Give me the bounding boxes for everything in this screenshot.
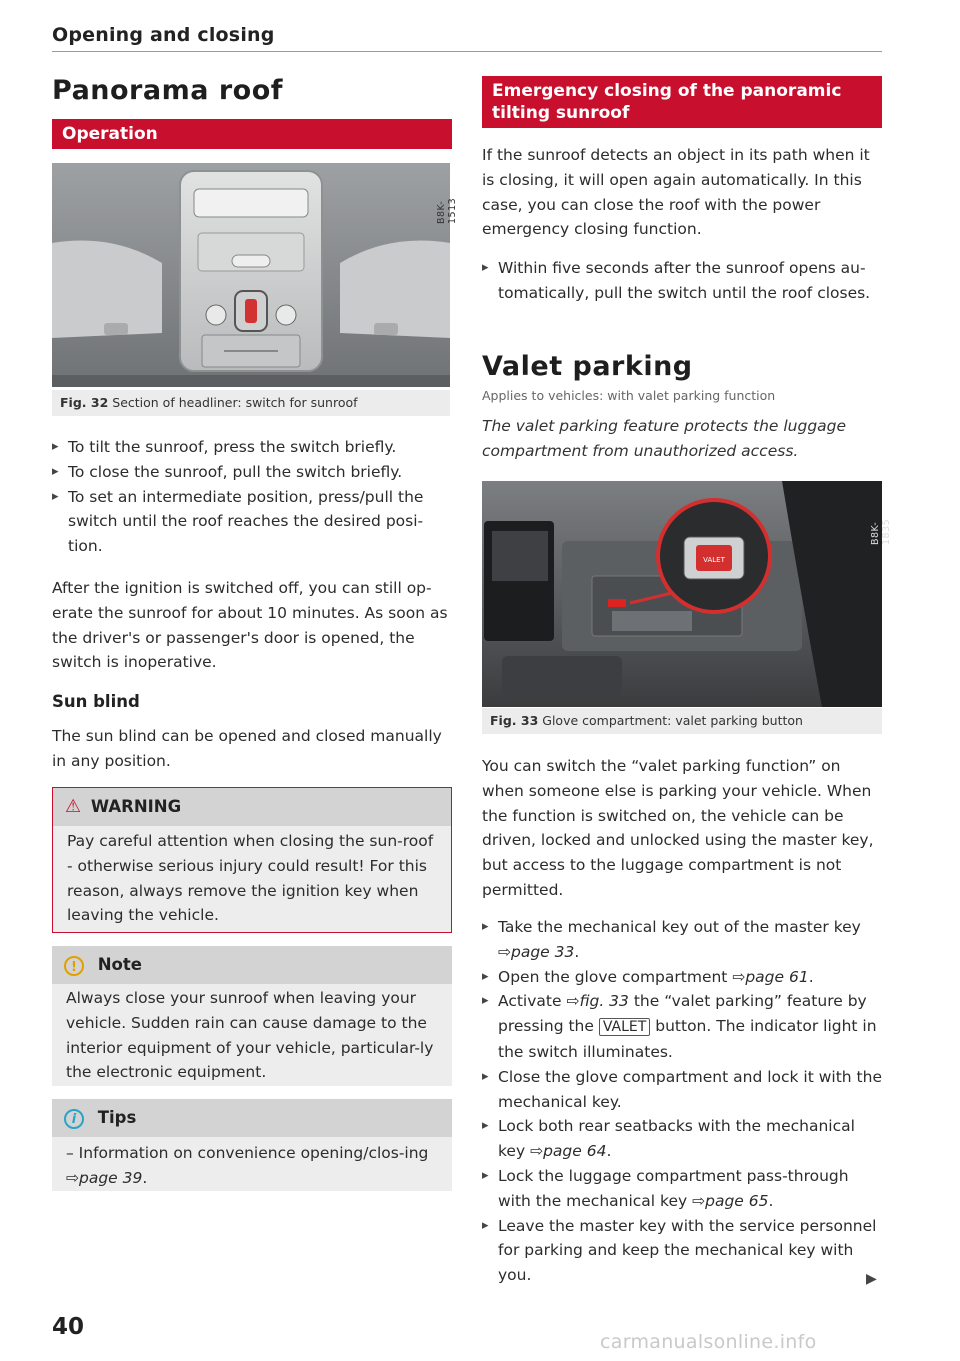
note-box xyxy=(52,946,452,1086)
warning-title: WARNING xyxy=(90,797,182,816)
operation-heading-bar: Operation xyxy=(52,119,452,149)
arrow-ref-icon: ⇨ xyxy=(530,1142,544,1161)
step-text: Leave the master key with the service personnel for parking and keep the mechanical key with you. xyxy=(498,1216,877,1285)
step-page-ref[interactable]: page 33 xyxy=(511,942,575,961)
note-text: Always close your sunroof when leaving your vehicle. Sudden rain can cause damage to the interior equipment of your vehicle, particular-ly the electronic equipment. xyxy=(66,989,434,1082)
glove-compartment-illustration xyxy=(482,481,882,707)
figure-32-number: Fig. 32 xyxy=(60,395,109,410)
warning-triangle-icon: ⚠ xyxy=(65,796,82,817)
tips-title: Tips xyxy=(97,1108,137,1127)
list-item xyxy=(482,1114,884,1164)
continued-arrow-icon: ▶ xyxy=(866,1271,877,1287)
sun-blind-heading: Sun blind xyxy=(52,692,140,711)
figure-33-caption xyxy=(482,708,882,734)
arrow-ref-icon: ⇨ xyxy=(732,967,746,986)
step-text: . xyxy=(808,967,814,986)
headliner-illustration xyxy=(52,163,450,387)
list-item xyxy=(482,965,884,990)
arrow-ref-icon: ⇨ xyxy=(66,1168,79,1187)
list-item xyxy=(482,1065,884,1115)
step-text: Open the glove compartment xyxy=(498,967,728,986)
step-text: button. The indicator light in the switch illuminates. xyxy=(498,1017,877,1061)
step-text: . xyxy=(768,1191,774,1210)
figure-32-caption xyxy=(52,390,450,416)
list-item xyxy=(482,915,884,965)
step-figure-ref[interactable]: fig. 33 xyxy=(579,992,629,1011)
panorama-roof-title: Panorama roof xyxy=(52,75,284,106)
header-rule xyxy=(52,51,882,52)
arrow-ref-icon: ⇨ xyxy=(498,942,511,961)
sun-blind-paragraph: The sun blind can be opened and closed manually in any position. xyxy=(52,727,442,770)
emergency-steps-list xyxy=(482,256,882,306)
page-number: 40 xyxy=(52,1314,85,1340)
step-page-ref[interactable]: page 61 xyxy=(745,967,809,986)
tips-text-suffix: . xyxy=(142,1168,148,1187)
emergency-closing-heading-bar: Emergency closing of the panoramic tilting sunroof xyxy=(482,76,882,128)
tips-info-icon: i xyxy=(64,1109,84,1129)
valet-steps-list xyxy=(482,915,884,1288)
warning-box xyxy=(52,787,452,933)
arrow-ref-icon: ⇨ xyxy=(566,992,580,1011)
figure-33-image xyxy=(482,481,882,707)
step-text: Lock both rear seatbacks with the mechanical key xyxy=(498,1117,855,1161)
list-item xyxy=(482,989,884,1064)
tips-page-ref[interactable]: page 39 xyxy=(79,1168,143,1187)
valet-key-label: VALET xyxy=(599,1018,650,1036)
step-page-ref[interactable]: page 65 xyxy=(705,1191,769,1210)
figure-33-code: B8K-1835 xyxy=(870,518,892,545)
emergency-paragraph: If the sunroof detects an object in its path when it is closing, it will open again automatically. In this case, you can close the roof with the power emergency closing function. xyxy=(482,146,870,239)
note-header xyxy=(52,946,452,984)
figure-32-caption-text: Section of headliner: switch for sunroof xyxy=(112,395,358,410)
ignition-paragraph: After the ignition is switched off, you can still op-erate the sunroof for about 10 minutes. As soon as the driver's or passenger's door is opened, the switch is inoperative. xyxy=(52,579,448,672)
list-item xyxy=(482,1214,884,1288)
tips-box xyxy=(52,1099,452,1191)
step-text: Close the glove compartment and lock it with the mechanical key. xyxy=(498,1067,882,1111)
watermark: carmanualsonline.info xyxy=(600,1331,817,1353)
list-item: ▸ Within five seconds after the sunroof opens au-tomatically, pull the switch until the roof closes. xyxy=(482,256,882,306)
valet-intro: The valet parking feature protects the luggage compartment from unauthorized access. xyxy=(482,417,847,460)
arrow-ref-icon: ⇨ xyxy=(692,1191,706,1210)
figure-33-valet-label: VALET xyxy=(703,556,725,564)
list-item: ▸ To tilt the sunroof, press the switch briefly. xyxy=(52,435,452,460)
valet-description: You can switch the “valet parking function” on when someone else is parking your vehicle. When the function is switched on, the vehicle can be driven, locked and unlocked using the master key, but access to the luggage compartment is not permitted. xyxy=(482,757,874,899)
list-item: ▸ To set an intermediate position, press/pull the switch until the roof reaches the desired posi-tion. xyxy=(52,485,452,559)
step-text: Lock the luggage compartment pass-through with the mechanical key xyxy=(498,1166,849,1210)
list-item: ▸ To close the sunroof, pull the switch briefly. xyxy=(52,460,452,485)
figure-32-code: B8K-1513 xyxy=(436,197,458,224)
step-text: . xyxy=(574,942,580,961)
valet-parking-title: Valet parking xyxy=(482,351,693,382)
running-header: Opening and closing xyxy=(52,24,275,46)
figure-33-caption-text: Glove compartment: valet parking button xyxy=(542,713,803,728)
tips-text-prefix: – Information on convenience opening/clos-ing xyxy=(66,1144,429,1162)
operation-steps-list xyxy=(52,435,452,559)
tips-text xyxy=(66,1141,440,1191)
step-text: Activate xyxy=(498,992,562,1011)
step-text: . xyxy=(606,1142,612,1161)
note-title: Note xyxy=(97,955,142,974)
figure-32-image xyxy=(52,163,450,387)
step-text: the “valet parking” feature by pressing the xyxy=(498,992,867,1036)
list-item xyxy=(482,1164,884,1214)
applies-to-note: Applies to vehicles: with valet parking function xyxy=(482,388,776,403)
step-page-ref[interactable]: page 64 xyxy=(543,1142,607,1161)
warning-header xyxy=(53,788,451,826)
step-text: Take the mechanical key out of the master key xyxy=(498,918,861,936)
tips-header xyxy=(52,1099,452,1137)
note-exclamation-icon: ! xyxy=(64,956,84,976)
warning-text: Pay careful attention when closing the sun-roof - otherwise serious injury could result! For this reason, always remove the ignition key when leaving the vehicle. xyxy=(67,832,434,925)
figure-33-number: Fig. 33 xyxy=(490,713,539,728)
